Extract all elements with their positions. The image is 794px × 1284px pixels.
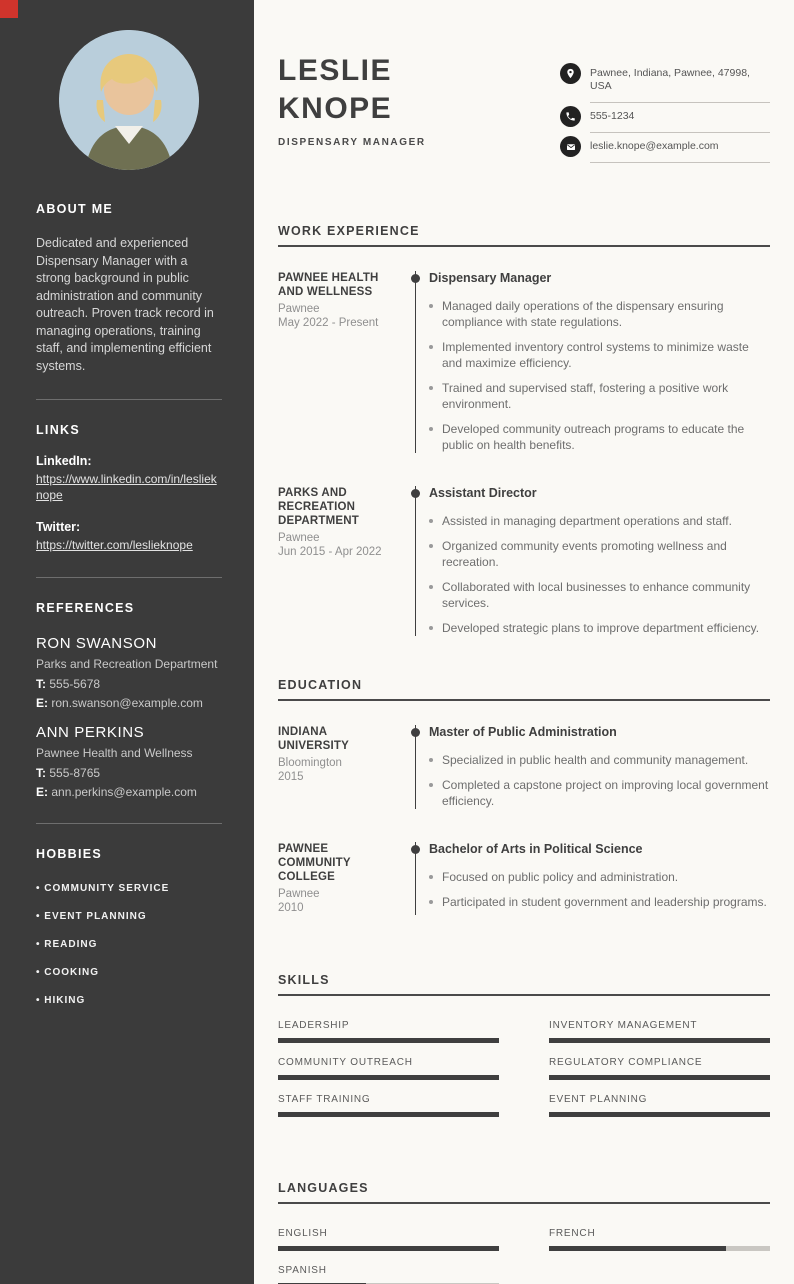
language-item xyxy=(549,1228,770,1251)
bullet-item: Specialized in public health and community management. xyxy=(429,752,770,768)
reference-item xyxy=(36,724,222,799)
education-section xyxy=(278,678,770,915)
link-item-twitter xyxy=(36,520,222,553)
work-entry-body xyxy=(415,486,770,636)
company-location: Pawnee xyxy=(278,532,320,544)
skill-item xyxy=(278,1094,499,1117)
education-entry xyxy=(278,842,770,915)
phone-icon xyxy=(560,106,581,127)
graduation-year: 2015 xyxy=(278,771,304,783)
sidebar-divider xyxy=(36,577,222,578)
contact-block xyxy=(560,63,770,166)
references-heading: REFERENCES xyxy=(36,601,135,615)
reference-organization: Parks and Recreation Department xyxy=(36,657,218,671)
degree-title: Bachelor of Arts in Political Science xyxy=(429,842,643,856)
degree-title: Master of Public Administration xyxy=(429,725,617,739)
profile-photo xyxy=(59,30,199,170)
bullet-item: Focused on public policy and administration. xyxy=(429,869,770,885)
twitter-link[interactable]: https://twitter.com/leslieknope xyxy=(36,538,193,552)
work-experience-heading: WORK EXPERIENCE xyxy=(278,224,770,247)
skill-bar-track xyxy=(549,1075,770,1080)
skill-name: INVENTORY MANAGEMENT xyxy=(549,1020,698,1031)
corner-accent xyxy=(0,0,18,18)
languages-grid xyxy=(278,1228,770,1284)
bullet-item: Trained and supervised staff, fostering a positive work environment. xyxy=(429,380,770,412)
skill-name: REGULATORY COMPLIANCE xyxy=(549,1057,703,1068)
position-title: Assistant Director xyxy=(429,486,537,500)
email-label: E: xyxy=(36,696,48,710)
reference-item xyxy=(36,635,222,710)
languages-heading: LANGUAGES xyxy=(278,1181,770,1204)
last-name: KNOPE xyxy=(278,92,393,125)
bullet-item: Developed community outreach programs to educate the public on health benefits. xyxy=(429,421,770,453)
reference-email xyxy=(36,696,222,710)
work-bullets xyxy=(429,298,770,453)
header xyxy=(278,0,770,166)
work-entry xyxy=(278,486,770,636)
links-heading: LINKS xyxy=(36,423,80,437)
bullet-item: Implemented inventory control systems to minimize waste and maximize efficiency. xyxy=(429,339,770,371)
sidebar-divider xyxy=(36,823,222,824)
employment-dates: May 2022 - Present xyxy=(278,317,379,329)
school-location: Bloomington xyxy=(278,757,342,769)
skill-name: STAFF TRAINING xyxy=(278,1094,371,1105)
work-bullets xyxy=(429,513,770,636)
language-name: ENGLISH xyxy=(278,1228,328,1239)
email-value: ron.swanson@example.com xyxy=(51,696,203,710)
hobbies-heading: HOBBIES xyxy=(36,847,103,861)
sidebar-divider xyxy=(36,399,222,400)
skills-section xyxy=(278,973,770,1131)
skill-bar-fill xyxy=(549,1038,770,1043)
timeline-dot xyxy=(411,489,420,498)
employment-dates: Jun 2015 - Apr 2022 xyxy=(278,546,382,558)
education-entry-meta xyxy=(278,725,405,809)
skill-bar-track xyxy=(549,1038,770,1043)
education-entry-meta xyxy=(278,842,405,915)
languages-section xyxy=(278,1181,770,1284)
education-heading: EDUCATION xyxy=(278,678,770,701)
education-entry xyxy=(278,725,770,809)
reference-phone xyxy=(36,766,222,780)
graduation-year: 2010 xyxy=(278,902,304,914)
email-text[interactable]: leslie.knope@example.com xyxy=(590,136,770,163)
job-title: DISPENSARY MANAGER xyxy=(278,137,426,148)
skill-bar-fill xyxy=(278,1075,499,1080)
phone-value: 555-5678 xyxy=(49,677,101,691)
skill-name: LEADERSHIP xyxy=(278,1020,350,1031)
hobbies-list xyxy=(36,883,222,1006)
position-title: Dispensary Manager xyxy=(429,271,552,285)
company-name: PARKS AND RECREATION DEPARTMENT xyxy=(278,487,360,527)
skill-bar-track xyxy=(549,1112,770,1117)
link-item-linkedin xyxy=(36,454,222,503)
work-entry-meta xyxy=(278,271,405,453)
language-bar-fill xyxy=(278,1246,499,1251)
school-name: PAWNEE COMMUNITY COLLEGE xyxy=(278,843,351,883)
skill-bar-fill xyxy=(278,1038,499,1043)
reference-email xyxy=(36,785,222,799)
hobby-item: • COOKING xyxy=(36,967,222,978)
school-name: INDIANA UNIVERSITY xyxy=(278,726,350,752)
education-bullets xyxy=(429,869,770,910)
reference-name: ANN PERKINS xyxy=(36,724,145,741)
skill-bar-track xyxy=(278,1075,499,1080)
skill-item xyxy=(278,1057,499,1080)
education-entry-body xyxy=(415,842,770,915)
bullet-item: Completed a capstone project on improving local government efficiency. xyxy=(429,777,770,809)
hobby-item: • EVENT PLANNING xyxy=(36,911,222,922)
sidebar xyxy=(0,0,254,1284)
hobby-item: • READING xyxy=(36,939,222,950)
education-entry-body xyxy=(415,725,770,809)
phone-value: 555-8765 xyxy=(49,766,101,780)
email-label: E: xyxy=(36,785,48,799)
about-text: Dedicated and experienced Dispensary Manager with a strong background in public administration and community outreach. Proven track record in managing operations, training staff, and implementing efficient systems. xyxy=(36,236,214,373)
work-experience-section xyxy=(278,224,770,636)
skills-heading: SKILLS xyxy=(278,973,770,996)
language-bar-track xyxy=(278,1246,499,1251)
hobby-item: • COMMUNITY SERVICE xyxy=(36,883,222,894)
language-name: FRENCH xyxy=(549,1228,596,1239)
link-label: Twitter: xyxy=(36,520,81,534)
linkedin-link[interactable]: https://www.linkedin.com/in/leslieknope xyxy=(36,472,217,502)
email-icon xyxy=(560,136,581,157)
about-heading: ABOUT ME xyxy=(36,202,114,216)
work-entry-body xyxy=(415,271,770,453)
location-text: Pawnee, Indiana, Pawnee, 47998, USA xyxy=(590,63,770,103)
language-item xyxy=(278,1228,499,1251)
skill-bar-track xyxy=(278,1112,499,1117)
reference-organization: Pawnee Health and Wellness xyxy=(36,746,193,760)
skills-grid xyxy=(278,1020,770,1131)
work-entry-meta xyxy=(278,486,405,636)
resume-main xyxy=(254,0,794,1284)
contact-row-phone xyxy=(560,106,770,133)
bullet-item: Assisted in managing department operations and staff. xyxy=(429,513,770,529)
contact-row-email xyxy=(560,136,770,163)
timeline-dot xyxy=(411,728,420,737)
skill-item xyxy=(549,1057,770,1080)
reference-phone xyxy=(36,677,222,691)
candidate-name xyxy=(278,52,426,128)
timeline-dot xyxy=(411,845,420,854)
company-name: PAWNEE HEALTH AND WELLNESS xyxy=(278,272,379,298)
language-bar-track xyxy=(549,1246,770,1251)
language-item xyxy=(278,1265,499,1284)
language-bar-fill xyxy=(549,1246,726,1251)
bullet-item: Organized community events promoting wellness and recreation. xyxy=(429,538,770,570)
phone-label: T: xyxy=(36,677,46,691)
skill-item xyxy=(278,1020,499,1043)
school-location: Pawnee xyxy=(278,888,320,900)
contact-row-location xyxy=(560,63,770,103)
language-name: SPANISH xyxy=(278,1265,327,1276)
skill-item xyxy=(549,1094,770,1117)
bullet-item: Collaborated with local businesses to enhance community services. xyxy=(429,579,770,611)
skill-bar-fill xyxy=(549,1075,770,1080)
first-name: LESLIE xyxy=(278,54,393,87)
avatar-illustration xyxy=(59,30,199,170)
company-location: Pawnee xyxy=(278,303,320,315)
email-value: ann.perkins@example.com xyxy=(51,785,197,799)
bullet-item: Developed strategic plans to improve department efficiency. xyxy=(429,620,770,636)
link-label: LinkedIn: xyxy=(36,454,92,468)
phone-text: 555-1234 xyxy=(590,106,770,133)
location-icon xyxy=(560,63,581,84)
name-block xyxy=(278,52,426,166)
work-entry xyxy=(278,271,770,453)
skill-name: COMMUNITY OUTREACH xyxy=(278,1057,413,1068)
reference-name: RON SWANSON xyxy=(36,635,158,652)
education-bullets xyxy=(429,752,770,809)
timeline-dot xyxy=(411,274,420,283)
skill-item xyxy=(549,1020,770,1043)
skill-name: EVENT PLANNING xyxy=(549,1094,648,1105)
skill-bar-track xyxy=(278,1038,499,1043)
bullet-item: Managed daily operations of the dispensary ensuring compliance with state regulations. xyxy=(429,298,770,330)
phone-label: T: xyxy=(36,766,46,780)
skill-bar-fill xyxy=(278,1112,499,1117)
hobby-item: • HIKING xyxy=(36,995,222,1006)
bullet-item: Participated in student government and leadership programs. xyxy=(429,894,770,910)
skill-bar-fill xyxy=(549,1112,770,1117)
